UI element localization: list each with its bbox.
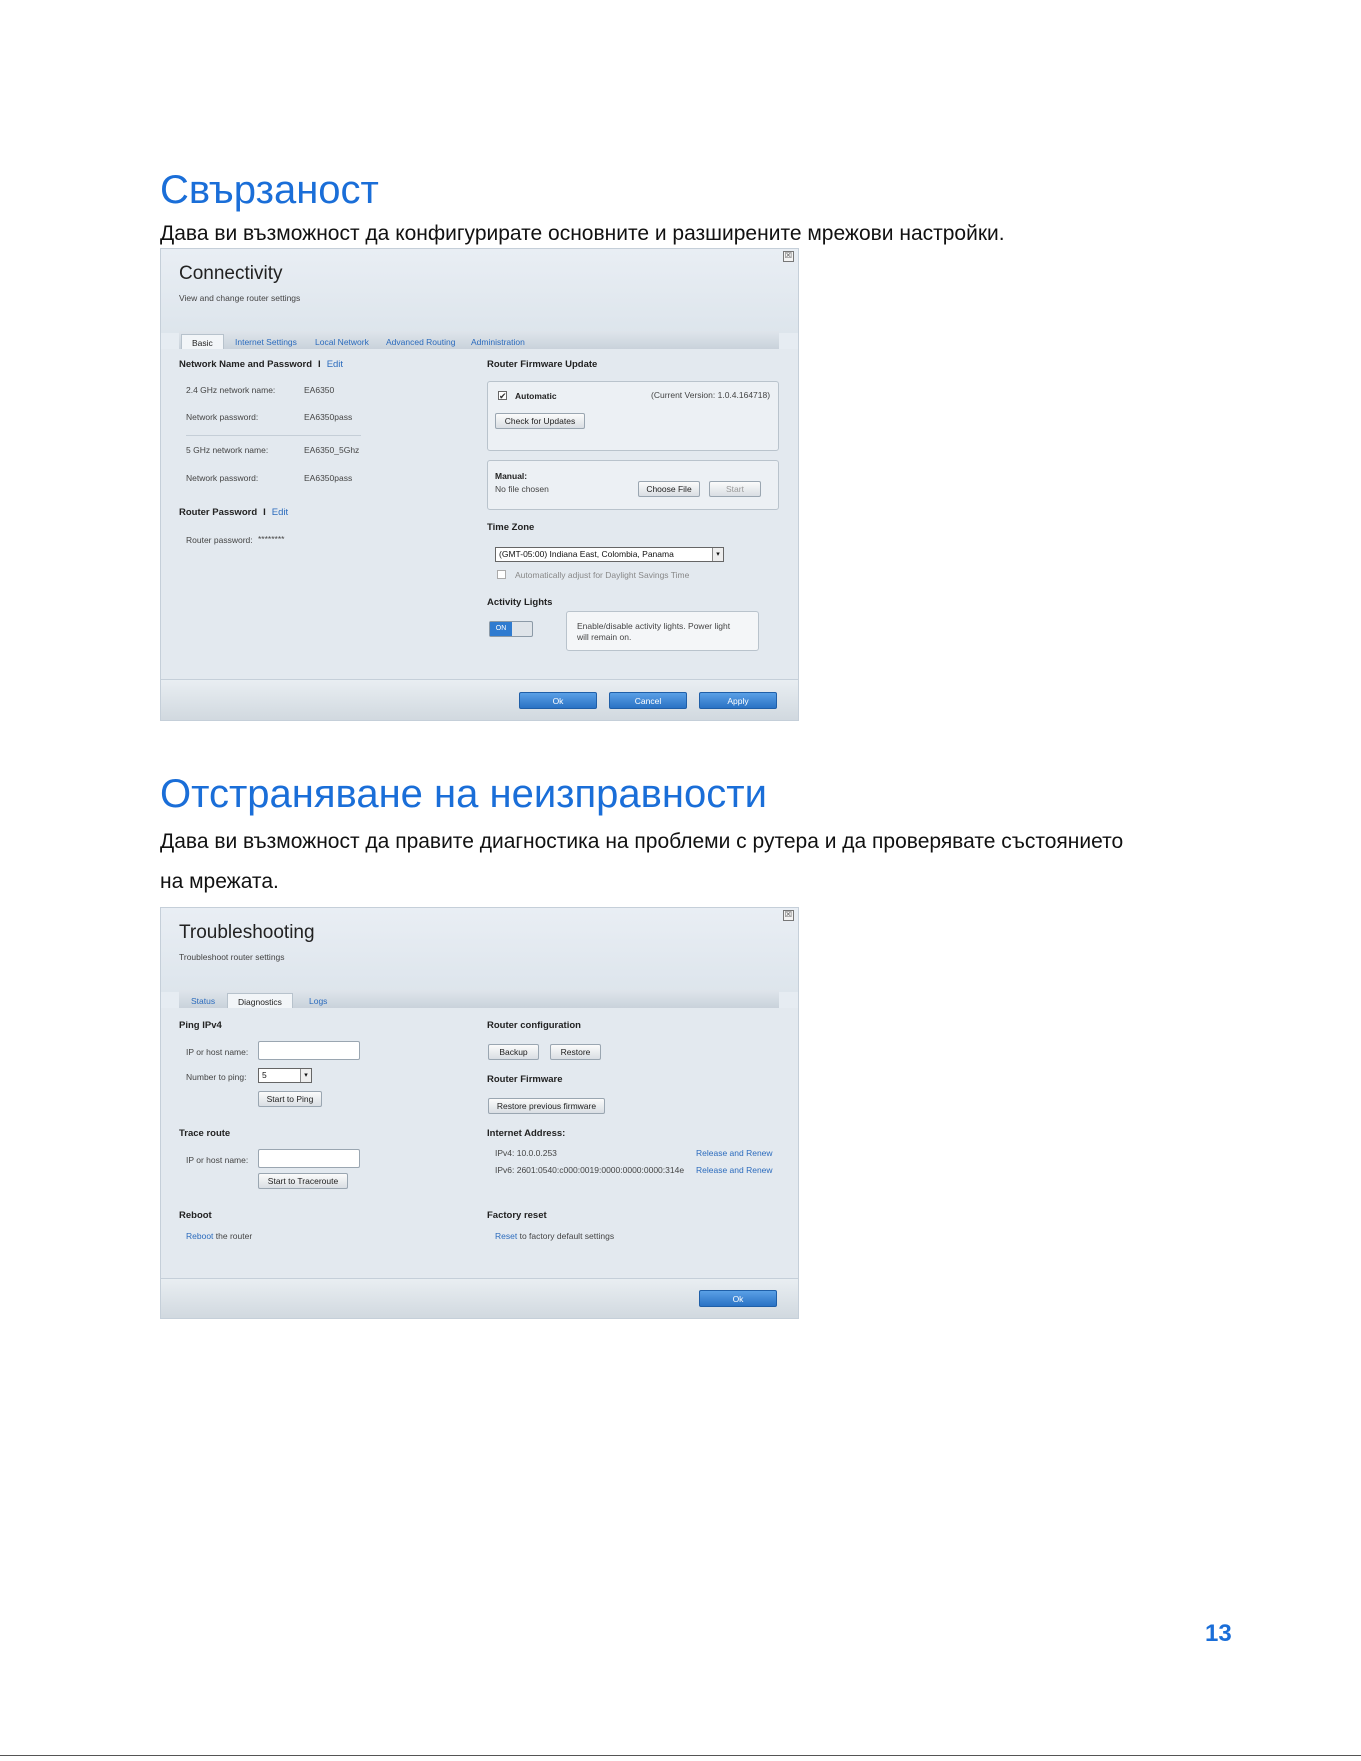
release-renew-ipv6-link[interactable]: Release and Renew: [696, 1165, 773, 1175]
tab-basic[interactable]: Basic: [181, 334, 224, 349]
panel-title: Connectivity: [179, 263, 283, 284]
section-description-connectivity: Дава ви възможност да конфигурирате основните и разширените мрежови настройки.: [160, 222, 1005, 245]
current-version: (Current Version: 1.0.4.164718): [651, 390, 771, 400]
factory-reset-heading: Factory reset: [487, 1210, 547, 1221]
backup-button[interactable]: Backup: [488, 1044, 539, 1060]
router-password-field-label: Router password:: [186, 535, 253, 545]
firmware-auto-box: [487, 381, 779, 451]
activity-note-box: [566, 611, 759, 651]
automatic-label: Automatic: [515, 391, 557, 401]
row-password2-label: Network password:: [186, 473, 259, 483]
ping-host-input[interactable]: [258, 1041, 360, 1060]
ping-heading: Ping IPv4: [179, 1020, 222, 1031]
factory-reset-line: [495, 1231, 614, 1241]
ping-count-value: 5: [262, 1070, 267, 1080]
chevron-down-icon: ▾: [712, 548, 723, 561]
factory-reset-link[interactable]: Reset: [495, 1231, 518, 1241]
panel-footer: [161, 1278, 798, 1319]
section-description-line1: Дава ви възможност да правите диагностика на проблеми с рутера и да проверявате състоянието: [160, 830, 1124, 853]
row-5ghz-label: 5 GHz network name:: [186, 445, 269, 455]
start-ping-button[interactable]: Start to Ping: [258, 1091, 322, 1107]
reboot-text: the router: [215, 1231, 253, 1241]
reboot-heading: Reboot: [179, 1210, 212, 1221]
tab-diagnostics[interactable]: Diagnostics: [227, 993, 293, 1008]
router-config-heading: Router configuration: [487, 1020, 581, 1031]
tab-local-network[interactable]: Local Network: [315, 337, 369, 347]
file-status: No file chosen: [495, 484, 549, 494]
close-icon[interactable]: ☒: [784, 251, 793, 260]
activity-note-line2: will remain on.: [577, 632, 632, 642]
start-traceroute-button[interactable]: Start to Traceroute: [258, 1173, 348, 1189]
row-password-label: Network password:: [186, 412, 259, 422]
timezone-heading: Time Zone: [487, 522, 535, 533]
network-name-password-heading: [179, 359, 343, 370]
connectivity-screenshot: [160, 248, 799, 721]
ipv6-address: IPv6: 2601:0540:c000:0019:0000:0000:0000:314e: [495, 1165, 685, 1175]
manual-label: Manual:: [495, 471, 528, 481]
timezone-select[interactable]: [495, 547, 724, 562]
panel-body: [161, 1008, 798, 1278]
timezone-value: (GMT-05:00) Indiana East, Colombia, Panama: [499, 549, 674, 559]
tab-bar: [179, 331, 779, 350]
tab-advanced-routing[interactable]: Advanced Routing: [386, 337, 456, 347]
restore-previous-firmware-button[interactable]: Restore previous firmware: [488, 1098, 605, 1114]
router-password-heading: [179, 507, 288, 518]
divider: [186, 435, 361, 436]
section-description-line2: на мрежата.: [160, 870, 279, 893]
trace-heading: Trace route: [179, 1128, 231, 1139]
panel-subtitle: View and change router settings: [179, 293, 301, 303]
row-password-value: EA6350pass: [304, 412, 353, 422]
panel-header: [161, 908, 798, 992]
troubleshooting-screenshot: [160, 907, 799, 1319]
router-firmware-heading: Router Firmware: [487, 1074, 563, 1085]
network-section-label: Network Name and Password: [179, 359, 313, 370]
ping-count-label: Number to ping:: [186, 1072, 247, 1082]
ok-button[interactable]: Ok: [519, 692, 597, 709]
automatic-checkbox[interactable]: ✔: [499, 391, 507, 401]
tab-status[interactable]: Status: [191, 996, 216, 1006]
restore-button[interactable]: Restore: [550, 1044, 601, 1060]
apply-button[interactable]: Apply: [699, 692, 777, 709]
cancel-button[interactable]: Cancel: [609, 692, 687, 709]
tab-administration[interactable]: Administration: [471, 337, 525, 347]
reboot-line: [186, 1231, 252, 1241]
ping-count-select[interactable]: [258, 1068, 312, 1083]
network-edit-link[interactable]: Edit: [326, 359, 344, 370]
start-button[interactable]: Start: [709, 481, 761, 497]
trace-host-input[interactable]: [258, 1149, 360, 1168]
footer-rule: [0, 1755, 1361, 1756]
tab-bar: [179, 990, 779, 1009]
row-password2-value: EA6350pass: [304, 473, 353, 483]
panel-footer: [161, 679, 798, 721]
toggle-on-label: ON: [490, 622, 512, 636]
ping-host-label: IP or host name:: [186, 1047, 249, 1057]
release-renew-ipv4-link[interactable]: Release and Renew: [696, 1148, 773, 1158]
reboot-link[interactable]: Reboot: [186, 1231, 214, 1241]
panel-header: [161, 249, 798, 333]
activity-note-line1: Enable/disable activity lights. Power light: [577, 621, 731, 631]
section-heading-connectivity: Свързаност: [160, 168, 379, 212]
row-24ghz-value: EA6350: [304, 385, 335, 395]
dst-label: Automatically adjust for Daylight Savings Time: [515, 570, 690, 580]
router-password-edit-link[interactable]: Edit: [271, 507, 289, 518]
firmware-manual-box: [487, 460, 779, 510]
panel-subtitle: Troubleshoot router settings: [179, 952, 285, 962]
dst-checkbox[interactable]: [497, 570, 506, 579]
row-24ghz-label: 2.4 GHz network name:: [186, 385, 276, 395]
router-password-field-value: ********: [258, 534, 285, 544]
factory-reset-text: to factory default settings: [519, 1231, 615, 1241]
section-heading-troubleshooting: Отстраняване на неизправности: [160, 772, 767, 816]
tab-logs[interactable]: Logs: [309, 996, 328, 1006]
close-icon[interactable]: ☒: [784, 910, 793, 919]
activity-lights-heading: Activity Lights: [487, 597, 553, 608]
chevron-down-icon: ▾: [300, 1069, 311, 1082]
page-number: 13: [1205, 1620, 1232, 1647]
tab-internet-settings[interactable]: Internet Settings: [235, 337, 297, 347]
ok-button[interactable]: Ok: [699, 1290, 777, 1307]
trace-host-label: IP or host name:: [186, 1155, 249, 1165]
panel-body: [161, 349, 798, 679]
router-password-label: Router Password: [179, 507, 258, 518]
panel-title: Troubleshooting: [179, 922, 315, 943]
activity-lights-toggle[interactable]: [489, 621, 533, 637]
check-for-updates-button[interactable]: Check for Updates: [495, 413, 585, 429]
separator: I: [263, 507, 266, 518]
row-5ghz-value: EA6350_5Ghz: [304, 445, 360, 455]
ipv4-address: IPv4: 10.0.0.253: [495, 1148, 557, 1158]
internet-address-heading: Internet Address:: [487, 1128, 566, 1139]
firmware-update-heading: Router Firmware Update: [487, 359, 598, 370]
choose-file-button[interactable]: Choose File: [638, 481, 700, 497]
separator: I: [318, 359, 321, 370]
